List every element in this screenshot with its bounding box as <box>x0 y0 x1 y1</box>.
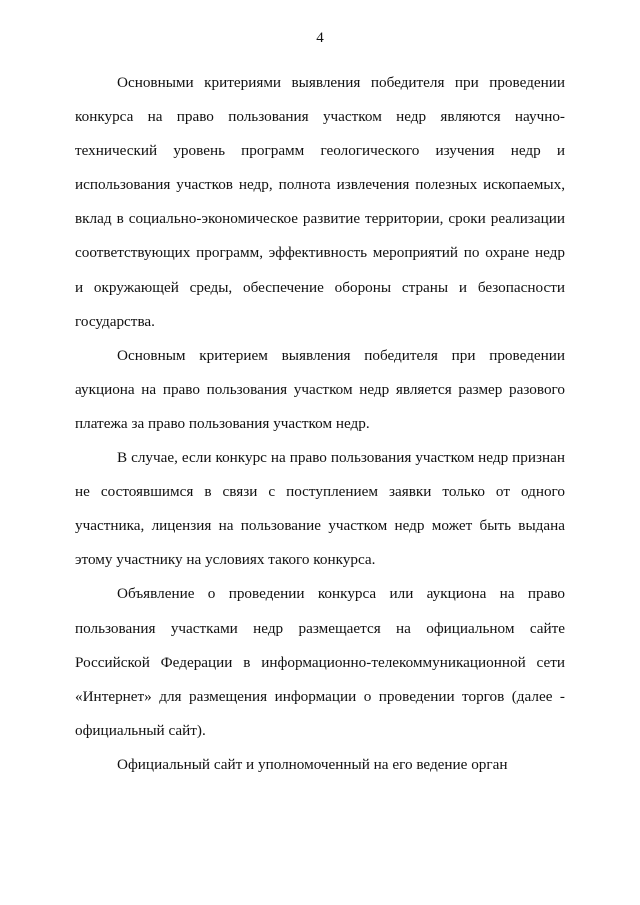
paragraph-single-participant: В случае, если конкурс на право пользования участком недр признан не состоявшимся в связи с поступлением заявки только от одного участника, лицензия на пользование участком недр может быть выдана этому участнику на условиях такого конкурса. <box>75 449 565 569</box>
paragraph-official-site: Официальный сайт и уполномоченный на его ведение орган <box>117 755 508 773</box>
document-body <box>75 66 565 782</box>
page-number: 4 <box>316 30 324 46</box>
paragraph-criteria-contest: Основными критериями выявления победителя при проведении конкурса на право пользования участком недр являются научно-технический уровень программ геологического изучения недр и использования участков недр, полнота извлечения полезных ископаемых, вклад в социально-экономическое развитие территории, сроки реализации соответствующих программ, эффективность мероприятий по охране недр и окружающей среды, обеспечение обороны страны и безопасности государства. <box>75 74 565 330</box>
paragraph-announcement: Объявление о проведении конкурса или аукциона на право пользования участками недр размещается на официальном сайте Российской Федерации в информационно-телекоммуникационной сети «Интернет» для размещения информации о проведении торгов (далее - официальный сайт). <box>75 585 565 739</box>
paragraph-criteria-auction: Основным критерием выявления победителя при проведении аукциона на право пользования участком недр является размер разового платежа за право пользования участком недр. <box>75 346 565 432</box>
